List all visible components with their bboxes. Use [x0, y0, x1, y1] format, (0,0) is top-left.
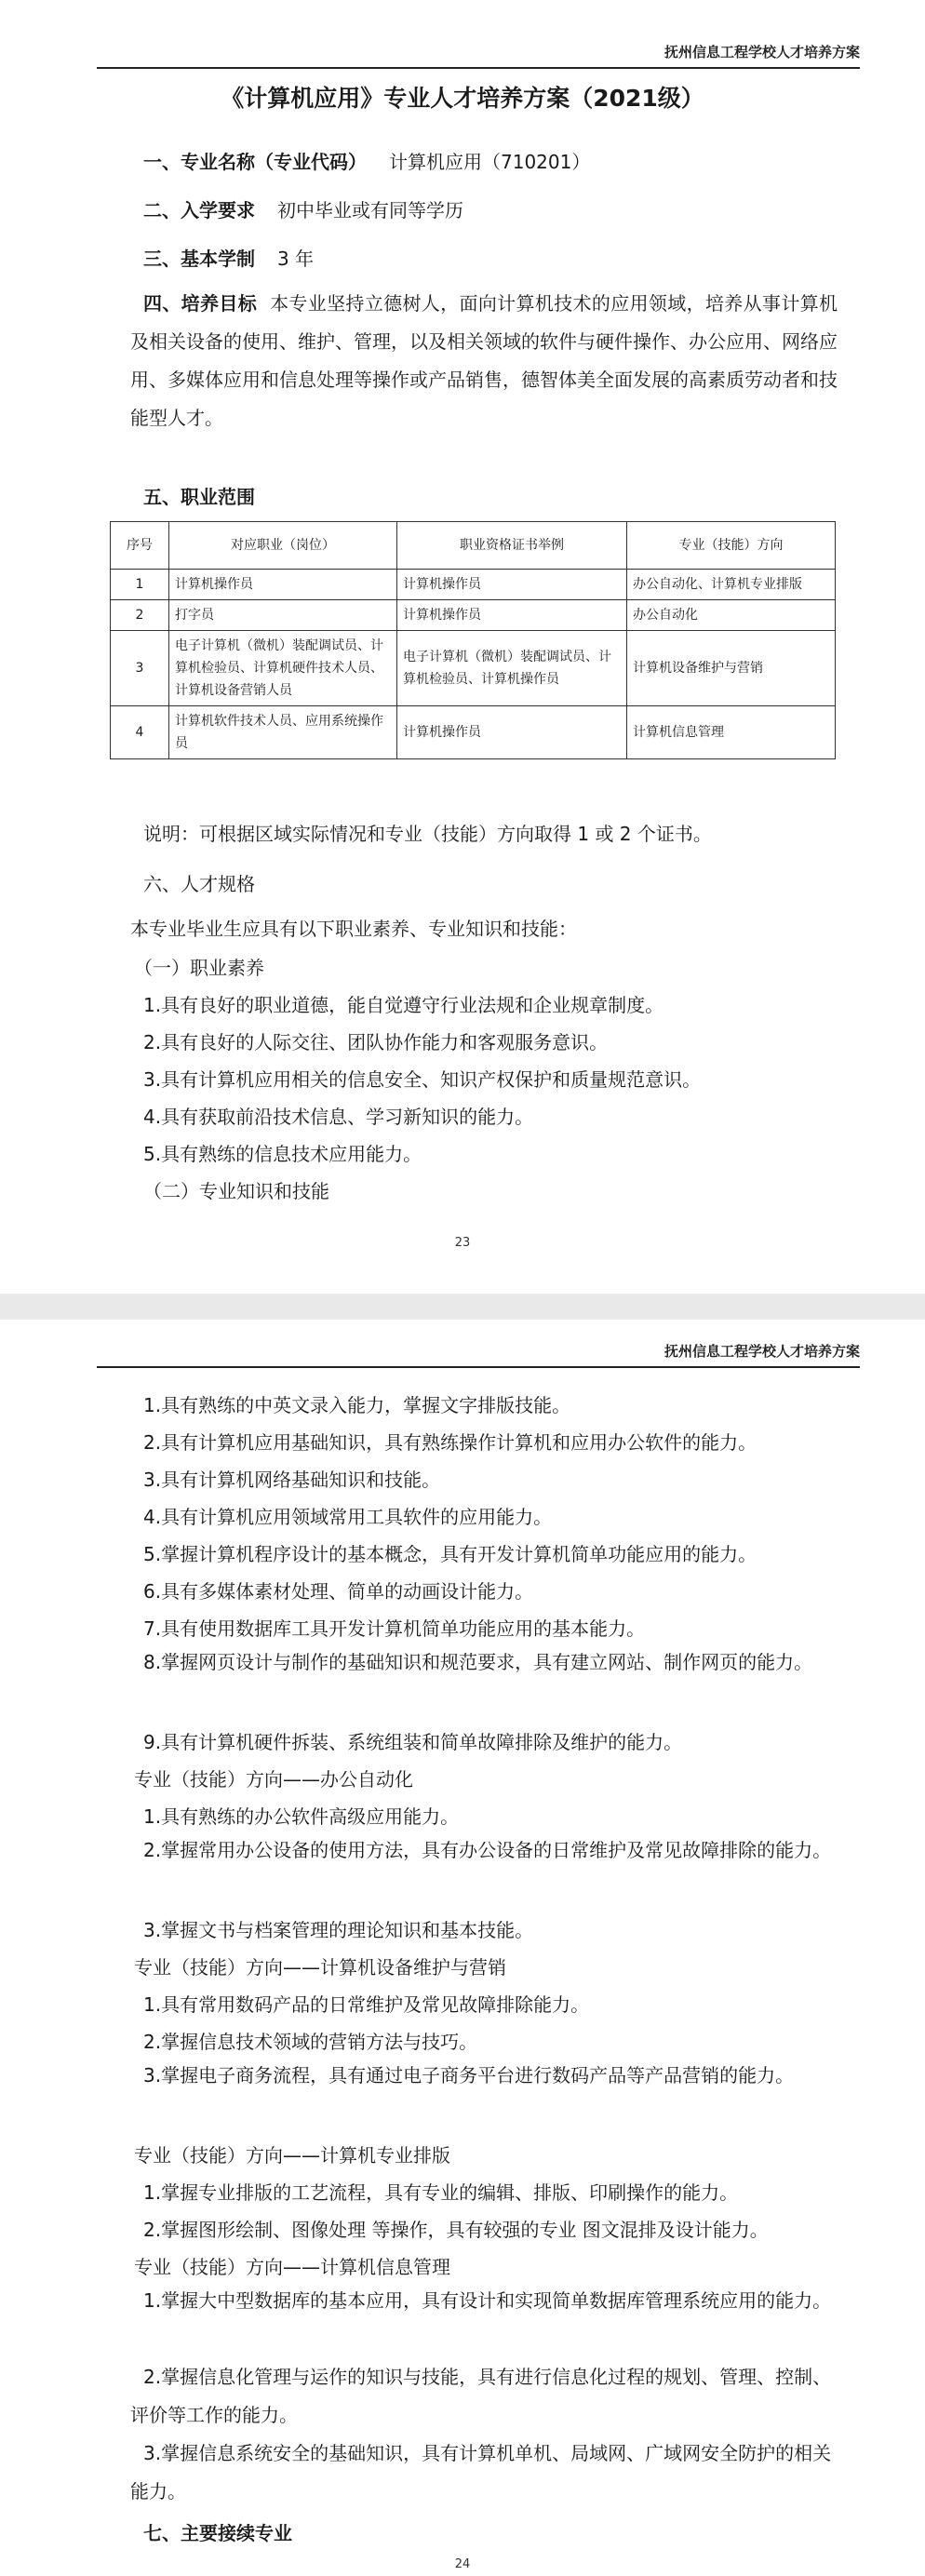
list-item: 9.具有计算机硬件拆装、系统组装和简单故障排除及维护的能力。 — [143, 1731, 683, 1753]
list-item: 3.掌握信息系统安全的基础知识，具有计算机单机、局域网、广域网安全防护的相关能力。 — [130, 2442, 832, 2502]
page-header — [97, 1320, 860, 1368]
direction-heading: 专业（技能）方向——计算机专业排版 — [134, 2144, 450, 2167]
list-item: 1.具有熟练的中英文录入能力，掌握文字排版技能。 — [143, 1394, 571, 1416]
table-cell: 3 — [111, 631, 169, 706]
table-cell: 计算机软件技术人员、应用系统操作员 — [169, 706, 397, 759]
list-item: 2.掌握信息化管理与运作的知识与技能，具有进行信息化过程的规划、管理、控制、评价等工作的能力。 — [130, 2366, 832, 2426]
list-item: 1.具有熟练的办公软件高级应用能力。 — [143, 1805, 460, 1828]
table-row — [111, 600, 836, 631]
table-cell: 电子计算机（微机）装配调试员、计算机检验员、计算机硬件技术人员、计算机设备营销人员 — [169, 631, 397, 706]
list-item: 2.具有良好的人际交往、团队协作能力和客观服务意识。 — [143, 1031, 609, 1053]
section-admission — [143, 195, 463, 222]
page-2 — [0, 1320, 925, 2576]
page-header — [97, 0, 860, 69]
list-item: 4.具有获取前沿技术信息、学习新知识的能力。 — [143, 1106, 534, 1128]
section-major-name — [143, 147, 590, 174]
section-value: 初中毕业或有同等学历 — [277, 199, 463, 221]
section-value: 本专业坚持立德树人，面向计算机技术的应用领域，培养从事计算机及相关设备的使用、维护、管理，以及相关领域的软件与硬件操作、办公应用、网络应用、多媒体应用和信息处理等操作或产品销售，德智体美全面发展的高素质劳动者和技能型人才。 — [130, 292, 838, 429]
header-text: 抚州信息工程学校人才培养方案 — [664, 1343, 860, 1360]
section-continuing-study-title: 七、主要接续专业 — [143, 2522, 292, 2544]
table-cell: 计算机信息管理 — [627, 706, 836, 759]
list-item: 3.掌握电子商务流程，具有通过电子商务平台进行数码产品等产品营销的能力。 — [143, 2064, 795, 2086]
table-cell: 计算机操作员 — [397, 706, 627, 759]
table-row — [111, 706, 836, 759]
section-value: 计算机应用（710201） — [389, 151, 591, 173]
list-item: 3.具有计算机网络基础知识和技能。 — [143, 1469, 441, 1491]
list-item: 1.具有良好的职业道德，能自觉遵守行业法规和企业规章制度。 — [143, 994, 664, 1016]
section-label: 一、专业名称（专业代码） — [143, 151, 367, 173]
direction-heading: 专业（技能）方向——办公自动化 — [134, 1768, 413, 1791]
direction-heading: 专业（技能）方向——计算机信息管理 — [134, 2256, 450, 2278]
table-row — [111, 570, 836, 600]
list-item: 1.掌握大中型数据库的基本应用，具有设计和实现简单数据库管理系统应用的能力。 — [143, 2289, 832, 2312]
page-number: 23 — [454, 1236, 471, 1250]
list-item: 6.具有多媒体素材处理、简单的动画设计能力。 — [143, 1580, 534, 1603]
table-cell: 打字员 — [169, 600, 397, 631]
table-header-cell: 专业（技能）方向 — [627, 522, 836, 570]
list-item: 1.掌握专业排版的工艺流程，具有专业的编辑、排版、印刷操作的能力。 — [143, 2181, 739, 2204]
section-talent-spec-title: 六、人才规格 — [143, 873, 255, 895]
table-header-row — [111, 522, 836, 570]
table-cell: 1 — [111, 570, 169, 600]
list-item: 8.掌握网页设计与制作的基础知识和规范要求，具有建立网站、制作网页的能力。 — [143, 1651, 813, 1673]
list-item: 2.具有计算机应用基础知识，具有熟练操作计算机和应用办公软件的能力。 — [143, 1431, 757, 1454]
list-item: 7.具有使用数据库工具开发计算机简单功能应用的基本能力。 — [143, 1617, 646, 1640]
section-intro: 本专业毕业生应具有以下职业素养、专业知识和技能： — [130, 918, 577, 940]
header-text: 抚州信息工程学校人才培养方案 — [664, 44, 860, 60]
section-value: 3 年 — [277, 248, 315, 270]
table-header-cell: 序号 — [111, 522, 169, 570]
section-duration — [143, 244, 314, 271]
table-cell: 4 — [111, 706, 169, 759]
table-note: 说明：可根据区域实际情况和专业（技能）方向取得 1 或 2 个证书。 — [143, 823, 712, 845]
section-label: 三、基本学制 — [143, 248, 255, 270]
list-item: 2.掌握图形绘制、图像处理 等操作，具有较强的专业 图文混排及设计能力。 — [143, 2219, 769, 2241]
list-item: 3.具有计算机应用相关的信息安全、知识产权保护和质量规范意识。 — [143, 1068, 702, 1091]
list-item: 2.掌握常用办公设备的使用方法，具有办公设备的日常维护及常见故障排除的能力。 — [143, 1839, 832, 1861]
subsection-title: （一）职业素养 — [134, 957, 264, 979]
list-item: 3.掌握文书与档案管理的理论知识和基本技能。 — [143, 1919, 534, 1941]
table-cell: 计算机操作员 — [169, 570, 397, 600]
table-cell: 计算机设备维护与营销 — [627, 631, 836, 706]
table-cell: 计算机操作员 — [397, 570, 627, 600]
section-occupation-title: 五、职业范围 — [143, 486, 255, 508]
section-label: 二、入学要求 — [143, 199, 255, 221]
section-label: 四、培养目标 — [143, 292, 258, 315]
table-header-cell: 对应职业（岗位） — [169, 522, 397, 570]
list-item: 2.掌握信息技术领域的营销方法与技巧。 — [143, 2031, 478, 2053]
table-header-cell: 职业资格证书举例 — [397, 522, 627, 570]
section-objective — [130, 285, 838, 437]
list-item: 5.具有熟练的信息技术应用能力。 — [143, 1143, 422, 1165]
list-item: 4.具有计算机应用领域常用工具软件的应用能力。 — [143, 1506, 553, 1528]
table-cell: 电子计算机（微机）装配调试员、计算机检验员、计算机操作员 — [397, 631, 627, 706]
table-cell: 办公自动化、计算机专业排版 — [627, 570, 836, 600]
table-row — [111, 631, 836, 706]
page-number: 24 — [454, 2557, 471, 2571]
document-title: 《计算机应用》专业人才培养方案（2021级） — [221, 85, 704, 112]
subsection-title: （二）专业知识和技能 — [143, 1180, 329, 1202]
table-cell: 2 — [111, 600, 169, 631]
list-item: 1.具有常用数码产品的日常维护及常见故障排除能力。 — [143, 1993, 590, 2016]
table-cell: 办公自动化 — [627, 600, 836, 631]
table-cell: 计算机操作员 — [397, 600, 627, 631]
direction-heading: 专业（技能）方向——计算机设备维护与营销 — [134, 1956, 506, 1979]
list-item: 5.掌握计算机程序设计的基本概念，具有开发计算机简单功能应用的能力。 — [143, 1543, 757, 1565]
occupation-table — [110, 521, 836, 759]
